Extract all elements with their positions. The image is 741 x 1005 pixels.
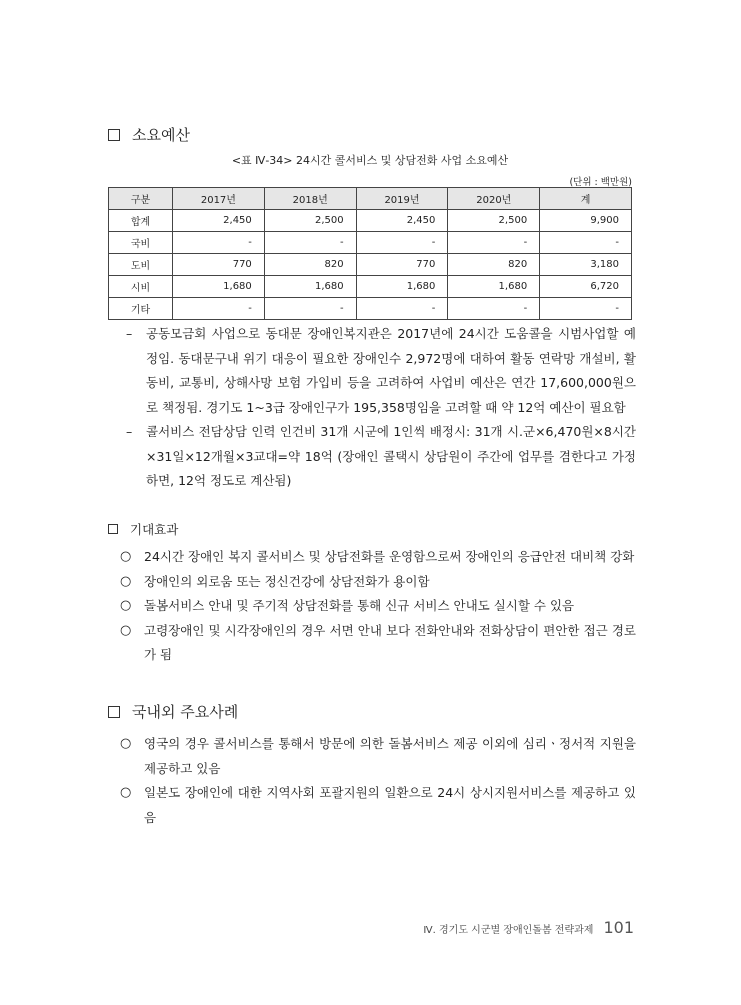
table-cell: 770 xyxy=(173,254,265,276)
table-cell: 1,680 xyxy=(448,276,540,298)
list-item xyxy=(120,732,636,781)
dash-marker: – xyxy=(126,326,133,341)
list-item xyxy=(120,570,636,595)
item-text: 고령장애인 및 시각장애인의 경우 서면 안내 보다 전화안내와 전화상담이 편안한 접근 경로가 됨 xyxy=(144,622,636,662)
table-unit: (단위 : 백만원) xyxy=(569,177,632,188)
section-title: 기대효과 xyxy=(130,522,179,537)
table-cell: 9,900 xyxy=(540,210,632,232)
item-text: 일본도 장애인에 대한 지역사회 포괄지원의 일환으로 24시 상시지원서비스를 제공하고 있음 xyxy=(144,785,636,825)
section-heading-cases xyxy=(108,701,238,722)
table-caption: <표 Ⅳ-34> 24시간 콜서비스 및 상담전화 사업 소요예산 xyxy=(231,154,509,167)
item-text: 돌봄서비스 안내 및 주기적 상담전화를 통해 신규 서비스 안내도 실시할 수 있음 xyxy=(144,598,575,613)
table-cell: - xyxy=(356,298,448,320)
table-cell: 1,680 xyxy=(264,276,356,298)
table-row xyxy=(109,276,632,298)
checkbox-square-icon xyxy=(108,706,120,718)
table-cell: - xyxy=(264,298,356,320)
table-cell: - xyxy=(540,232,632,254)
table-header-cell: 2018년 xyxy=(264,188,356,210)
table-header-cell: 구분 xyxy=(109,188,173,210)
table-cell: 1,680 xyxy=(356,276,448,298)
row-label: 시비 xyxy=(109,276,173,298)
circle-bullet-icon: ○ xyxy=(120,622,132,638)
list-item xyxy=(126,420,636,494)
section-title: 소요예산 xyxy=(132,126,190,144)
table-cell: - xyxy=(448,298,540,320)
table-cell: 820 xyxy=(448,254,540,276)
section-heading-budget xyxy=(108,124,190,145)
table-cell: - xyxy=(448,232,540,254)
budget-table xyxy=(108,187,632,320)
section-title: 국내외 주요사례 xyxy=(132,703,239,721)
list-item xyxy=(126,322,636,420)
table-cell: - xyxy=(264,232,356,254)
budget-notes xyxy=(126,322,636,494)
circle-bullet-icon: ○ xyxy=(120,785,132,800)
table-cell: 3,180 xyxy=(540,254,632,276)
table-cell: 2,500 xyxy=(264,210,356,232)
item-text: 장애인의 외로움 또는 정신건강에 상담전화가 용이함 xyxy=(144,573,430,589)
table-header-row xyxy=(109,188,632,210)
footer-chapter: Ⅳ. 경기도 시군별 장애인돌봄 전략과제 xyxy=(423,925,594,936)
checkbox-square-icon xyxy=(108,129,120,141)
note-text: 콜서비스 전담상담 인력 인건비 31개 시군에 1인씩 배정시: 31개 시.군×6,470원×8시간×31일×12개월×3교대=약 18억 (장애인 콜택시 상담원이 주간에 업무를 겸한다고 가정하면, 12억 정도로 계산됨) xyxy=(146,424,636,488)
effects-list xyxy=(120,545,636,668)
table-cell: 2,450 xyxy=(173,210,265,232)
list-item xyxy=(120,619,636,668)
table-cell: 770 xyxy=(356,254,448,276)
table-cell: 6,720 xyxy=(540,276,632,298)
circle-bullet-icon: ○ xyxy=(120,549,132,564)
table-row xyxy=(109,210,632,232)
note-text: 공동모금회 사업으로 동대문 장애인복지관은 2017년에 24시간 도움콜을 시범사업할 예정임. 동대문구내 위기 대응이 필요한 장애인수 2,972명에 대하여 활동 연락망 개설비, 활동비, 교통비, 상해사망 보험 가입비 등을 고려하여 사업비 예산은 연간 17,600,000원으로 책정됨. 경기도 1~3급 장애인구가 195,358명임을 고려할 때 약 12억 예산이 필요함 xyxy=(146,326,636,415)
page-footer xyxy=(423,918,634,937)
list-item xyxy=(120,781,636,830)
table-cell: - xyxy=(173,298,265,320)
table-row xyxy=(109,254,632,276)
checkbox-square-icon xyxy=(108,524,118,534)
cases-list xyxy=(120,732,636,830)
table-cell: 2,500 xyxy=(448,210,540,232)
table-header-cell: 2020년 xyxy=(448,188,540,210)
table-cell: 820 xyxy=(264,254,356,276)
page-number: 101 xyxy=(603,918,634,937)
table-header-cell: 2019년 xyxy=(356,188,448,210)
list-item xyxy=(120,594,636,619)
row-label: 합계 xyxy=(109,210,173,232)
table-header-cell: 계 xyxy=(540,188,632,210)
circle-bullet-icon: ○ xyxy=(120,736,132,751)
table-row xyxy=(109,298,632,320)
dash-marker: – xyxy=(126,424,133,439)
table-cell: 2,450 xyxy=(356,210,448,232)
table-cell: - xyxy=(173,232,265,254)
circle-bullet-icon: ○ xyxy=(120,573,132,589)
section-heading-effects xyxy=(108,520,178,538)
item-text: 영국의 경우 콜서비스를 통해서 방문에 의한 돌봄서비스 제공 이외에 심리ㆍ정서적 지원을 제공하고 있음 xyxy=(144,736,636,776)
row-label: 도비 xyxy=(109,254,173,276)
table-cell: - xyxy=(540,298,632,320)
table-cell: 1,680 xyxy=(173,276,265,298)
table-cell: - xyxy=(356,232,448,254)
list-item xyxy=(120,545,636,570)
row-label: 국비 xyxy=(109,232,173,254)
circle-bullet-icon: ○ xyxy=(120,598,132,613)
item-text: 24시간 장애인 복지 콜서비스 및 상담전화를 운영함으로써 장애인의 응급안전 대비책 강화 xyxy=(144,549,635,564)
table-header-cell: 2017년 xyxy=(173,188,265,210)
row-label: 기타 xyxy=(109,298,173,320)
table-row xyxy=(109,232,632,254)
